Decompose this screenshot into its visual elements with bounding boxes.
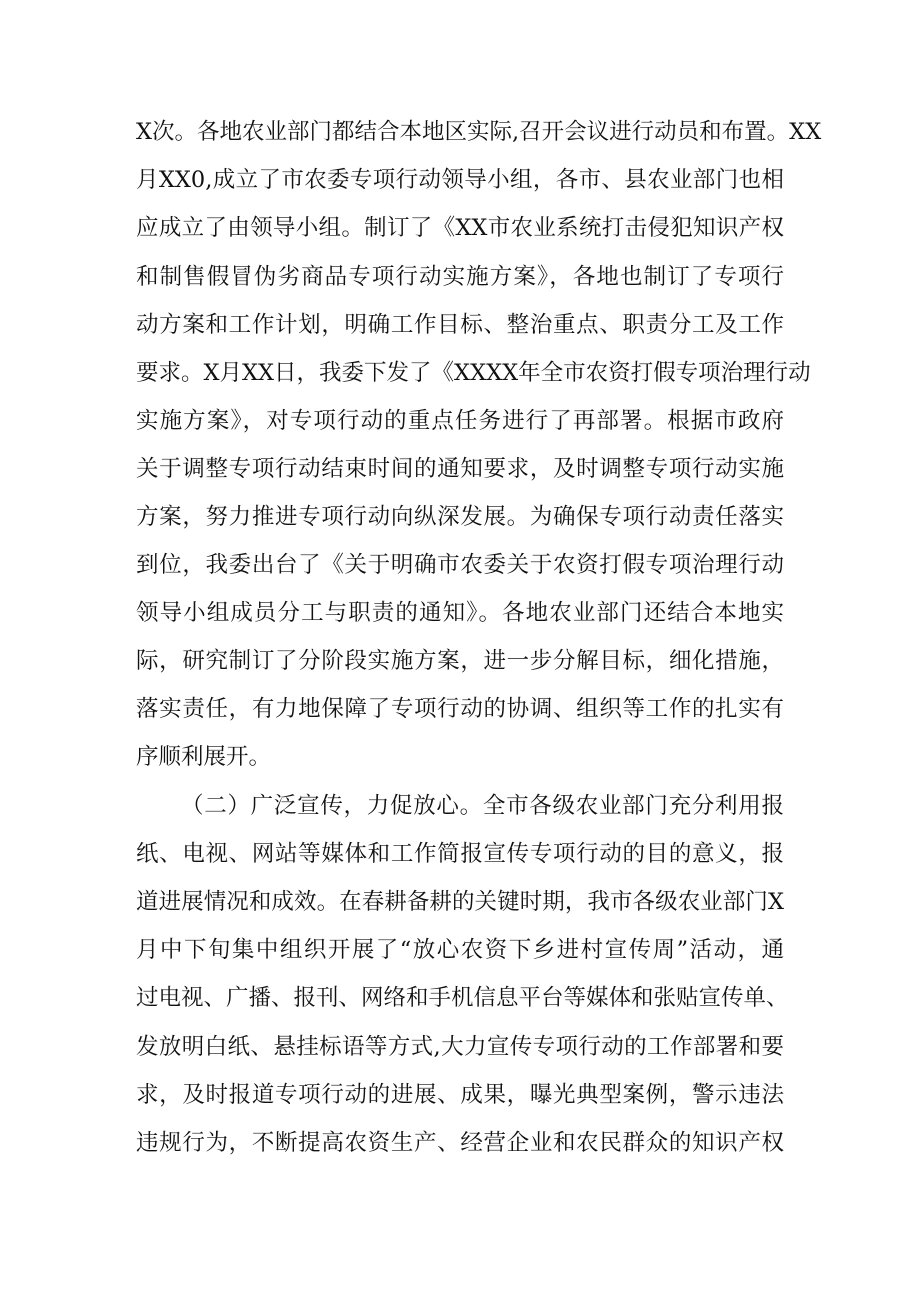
text-line: 道进展情况和成效。在春耕备耕的关键时期，我市各级农业部门X xyxy=(136,889,784,915)
text-line: （二）广泛宣传，力促放心。全市各级农业部门充分利用报 xyxy=(181,793,784,819)
text-line: 动方案和工作计划，明确工作目标、整治重点、职责分工及工作 xyxy=(136,312,784,338)
text-line: 关于调整专项行动结束时间的通知要求，及时调整专项行动实施 xyxy=(136,456,784,482)
text-line: 纸、电视、网站等媒体和工作简报宣传专项行动的目的意义，报 xyxy=(136,841,784,867)
text-line: 到位，我委出台了《关于明确市农委关于农资打假专项治理行动 xyxy=(136,552,784,578)
text-line: 过电视、广播、报刊、网络和手机信息平台等媒体和张贴宣传单、 xyxy=(136,985,789,1011)
text-line: 际，研究制订了分阶段实施方案，进一步分解目标，细化措施， xyxy=(136,648,784,674)
text-line: 发放明白纸、悬挂标语等方式,大力宣传专项行动的工作部署和要 xyxy=(136,1034,784,1060)
text-line: 方案，努力推进专项行动向纵深发展。为确保专项行动责任落实 xyxy=(136,504,784,530)
text-line: 序顺利展开。 xyxy=(136,744,272,770)
text-line: 和制售假冒伪劣商品专项行动实施方案》，各地也制订了专项行 xyxy=(136,264,784,290)
text-line: 违规行为，不断提高农资生产、经营企业和农民群众的知识产权 xyxy=(136,1130,784,1156)
text-line: 月中下旬集中组织开展了“放心农资下乡进村宣传周”活动，通 xyxy=(136,937,784,963)
text-line: 要求。X月XX日，我委下发了《XXXX年全市农资打假专项治理行动 xyxy=(136,360,811,386)
text-line: 求，及时报道专项行动的进展、成果，曝光典型案例，警示违法 xyxy=(136,1082,784,1108)
text-line: 应成立了由领导小组。制订了《XX市农业系统打击侵犯知识产权 xyxy=(136,215,784,241)
text-line: 落实责任，有力地保障了专项行动的协调、组织等工作的扎实有 xyxy=(136,696,784,722)
text-line: X次。各地农业部门都结合本地区实际,召开会议进行动员和布置。XX xyxy=(136,119,822,145)
text-line: 领导小组成员分工与职责的通知》。各地农业部门还结合本地实 xyxy=(136,600,784,626)
text-line: 实施方案》，对专项行动的重点任务进行了再部署。根据市政府 xyxy=(136,408,784,434)
text-line: 月XX0,成立了市农委专项行动领导小组，各市、县农业部门也相 xyxy=(136,167,784,193)
